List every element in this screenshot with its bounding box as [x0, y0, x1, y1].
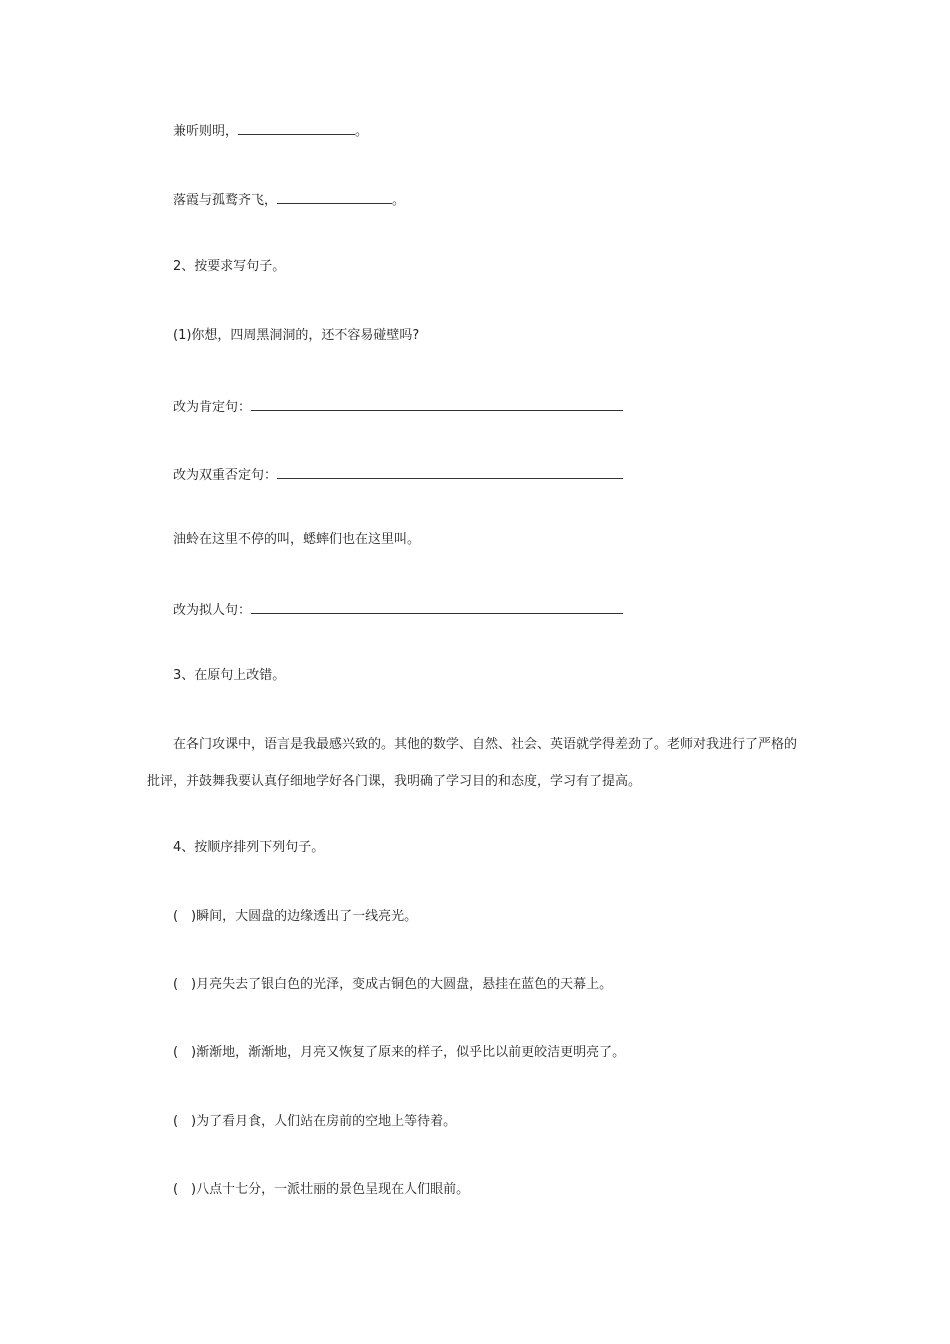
answer-blank[interactable]	[238, 121, 355, 135]
section-2-question-2: 油蛉在这里不停的叫，蟋蟀们也在这里叫。	[173, 532, 421, 547]
close-paren: )	[191, 1114, 197, 1129]
double-negative-row	[173, 465, 623, 484]
fill-blank-2	[173, 190, 405, 209]
personification-row	[173, 600, 623, 619]
order-item-text: 渐渐地，渐渐地，月亮又恢复了原来的样子，似乎比以前更皎洁更明亮了。	[196, 1045, 626, 1060]
section-4-heading: 4、按顺序排列下列句子。	[173, 840, 325, 855]
answer-blank[interactable]	[251, 600, 623, 614]
order-item	[173, 909, 417, 925]
order-item	[173, 1114, 456, 1130]
answer-blank[interactable]	[277, 190, 392, 204]
close-paren: )	[191, 977, 197, 992]
section-2-question-1: (1)你想，四周黑洞洞的，还不容易碰壁吗?	[173, 328, 420, 343]
affirmative-label: 改为肯定句：	[173, 400, 252, 415]
order-item-text: 八点十七分，一派壮丽的景色呈现在人们眼前。	[196, 1182, 470, 1197]
fill-blank-1	[173, 121, 368, 140]
order-item-text: 为了看月食，人们站在房前的空地上等待着。	[196, 1114, 457, 1129]
order-item	[173, 977, 612, 993]
section-3-paragraph: 在各门攻课中，语言是我最感兴致的。其他的数学、自然、社会、英语就学得差劲了。老师对我进行了严格的批评，并鼓舞我要认真仔细地学好各门课，我明确了学习目的和态度，学习有了提高。	[147, 737, 798, 789]
answer-blank[interactable]	[277, 465, 623, 479]
personification-label: 改为拟人句：	[173, 603, 252, 618]
section-3-heading: 3、在原句上改错。	[173, 668, 286, 683]
fill-blank-2-prefix: 落霞与孤鹜齐飞，	[173, 193, 278, 208]
affirmative-row	[173, 397, 623, 416]
fill-blank-2-suffix: 。	[392, 193, 406, 208]
order-item	[173, 1182, 469, 1198]
order-item	[173, 1045, 625, 1061]
close-paren: )	[191, 1045, 197, 1060]
double-negative-label: 改为双重否定句：	[173, 468, 278, 483]
open-paren: (	[173, 909, 179, 924]
open-paren: (	[173, 977, 179, 992]
section-2-heading: 2、按要求写句子。	[173, 259, 286, 274]
open-paren: (	[173, 1114, 179, 1129]
open-paren: (	[173, 1045, 179, 1060]
open-paren: (	[173, 1182, 179, 1197]
answer-blank[interactable]	[251, 397, 623, 411]
fill-blank-1-suffix: 。	[355, 124, 369, 139]
order-item-text: 月亮失去了银白色的光泽，变成古铜色的大圆盘，悬挂在蓝色的天幕上。	[196, 977, 613, 992]
close-paren: )	[191, 1182, 197, 1197]
order-item-text: 瞬间，大圆盘的边缘透出了一线亮光。	[196, 909, 418, 924]
close-paren: )	[191, 909, 197, 924]
fill-blank-1-prefix: 兼听则明，	[173, 124, 239, 139]
